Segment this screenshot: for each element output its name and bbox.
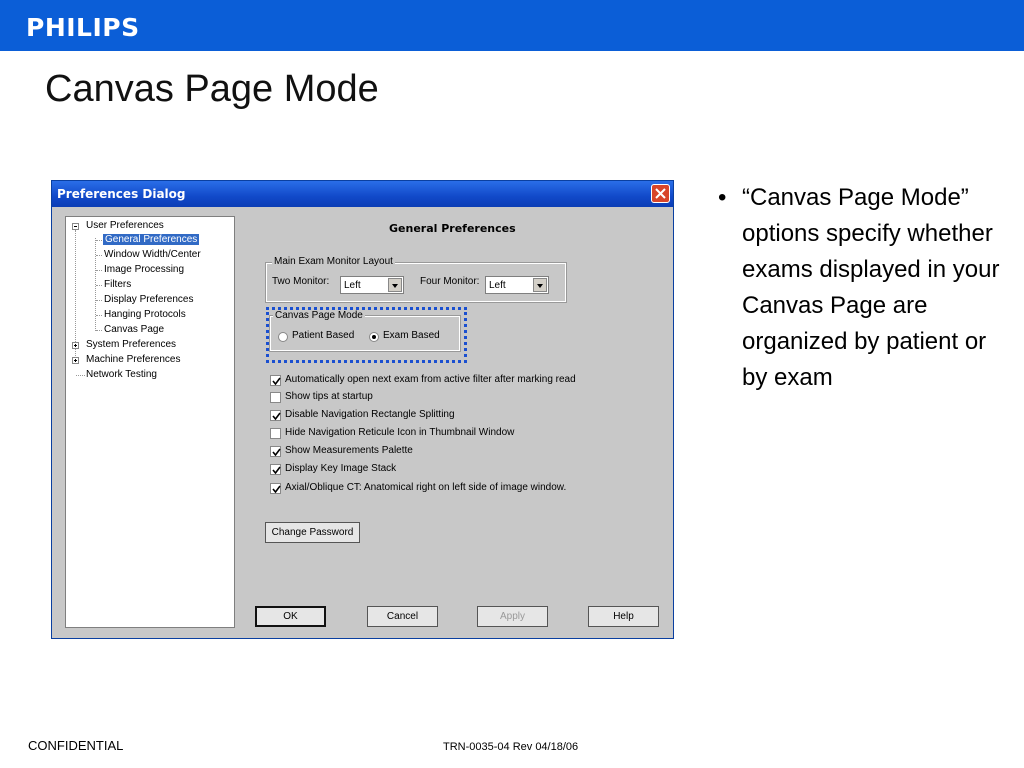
tree-network-testing[interactable]: Network Testing xyxy=(86,369,157,380)
tree-canvas-page[interactable]: Canvas Page xyxy=(104,324,165,335)
bullet-dot: • xyxy=(718,184,727,211)
footer-doc-id: TRN-0035-04 Rev 04/18/06 xyxy=(443,741,579,753)
close-button[interactable] xyxy=(651,184,670,203)
ok-button[interactable]: OK xyxy=(255,606,326,627)
chevron-down-icon[interactable] xyxy=(533,278,547,292)
four-monitor-label: Four Monitor: xyxy=(420,276,480,287)
show-tips-label[interactable]: Show tips at startup xyxy=(285,391,373,402)
expand-icon[interactable] xyxy=(72,342,79,349)
monitor-layout-label: Main Exam Monitor Layout xyxy=(274,256,393,267)
bullet-text: “Canvas Page Mode” options specify whether exams displayed in your Canvas Page are organized by patient or by exam xyxy=(742,184,1000,391)
patient-based-label[interactable]: Patient Based xyxy=(292,330,355,341)
expand-icon[interactable] xyxy=(72,357,79,364)
exam-based-label[interactable]: Exam Based xyxy=(383,330,440,341)
preferences-tree[interactable] xyxy=(65,216,235,628)
philips-logo: PHILIPS xyxy=(26,13,140,42)
tree-display-preferences[interactable]: Display Preferences xyxy=(104,294,194,305)
slide-title: Canvas Page Mode xyxy=(45,68,379,110)
four-monitor-select[interactable]: Left xyxy=(485,276,549,294)
dialog-titlebar[interactable] xyxy=(52,181,673,207)
tree-hanging-protocols[interactable]: Hanging Protocols xyxy=(104,309,186,320)
show-measurements-label[interactable]: Show Measurements Palette xyxy=(285,445,413,456)
chevron-down-icon[interactable] xyxy=(388,278,402,292)
key-image-stack-checkbox[interactable] xyxy=(270,464,281,475)
top-banner xyxy=(0,0,1024,51)
auto-open-label[interactable]: Automatically open next exam from active filter after marking read xyxy=(285,374,576,385)
close-icon xyxy=(655,188,666,199)
tree-machine-preferences[interactable]: Machine Preferences xyxy=(86,354,181,365)
auto-open-checkbox[interactable] xyxy=(270,375,281,386)
canvas-mode-label: Canvas Page Mode xyxy=(275,310,363,321)
help-button[interactable]: Help xyxy=(588,606,659,627)
tree-filters[interactable]: Filters xyxy=(104,279,132,290)
tree-user-preferences[interactable]: User Preferences xyxy=(86,220,164,231)
panel-title: General Preferences xyxy=(389,222,516,235)
tree-window-width-center[interactable]: Window Width/Center xyxy=(104,249,201,260)
key-image-stack-label[interactable]: Display Key Image Stack xyxy=(285,463,397,474)
hide-reticule-checkbox[interactable] xyxy=(270,428,281,439)
dialog-title: Preferences Dialog xyxy=(57,187,186,201)
axial-oblique-checkbox[interactable] xyxy=(270,483,281,494)
hide-reticule-label[interactable]: Hide Navigation Reticule Icon in Thumbnail Window xyxy=(285,427,515,438)
tree-system-preferences[interactable]: System Preferences xyxy=(86,339,177,350)
cancel-button[interactable]: Cancel xyxy=(367,606,438,627)
axial-oblique-label[interactable]: Axial/Oblique CT: Anatomical right on left side of image window. xyxy=(285,482,567,493)
disable-nav-splitting-label[interactable]: Disable Navigation Rectangle Splitting xyxy=(285,409,455,420)
two-monitor-label: Two Monitor: xyxy=(272,276,330,287)
change-password-button[interactable]: Change Password xyxy=(265,522,360,543)
show-tips-checkbox[interactable] xyxy=(270,392,281,403)
apply-button[interactable]: Apply xyxy=(477,606,548,627)
show-measurements-checkbox[interactable] xyxy=(270,446,281,457)
footer-confidential: CONFIDENTIAL xyxy=(28,738,124,753)
disable-nav-splitting-checkbox[interactable] xyxy=(270,410,281,421)
patient-based-radio[interactable] xyxy=(278,332,288,342)
tree-image-processing[interactable]: Image Processing xyxy=(104,264,185,275)
preferences-dialog xyxy=(51,180,674,639)
tree-general-preferences[interactable]: General Preferences xyxy=(105,234,198,245)
two-monitor-select[interactable]: Left xyxy=(340,276,404,294)
collapse-icon[interactable] xyxy=(72,223,79,230)
exam-based-radio[interactable] xyxy=(369,332,379,342)
